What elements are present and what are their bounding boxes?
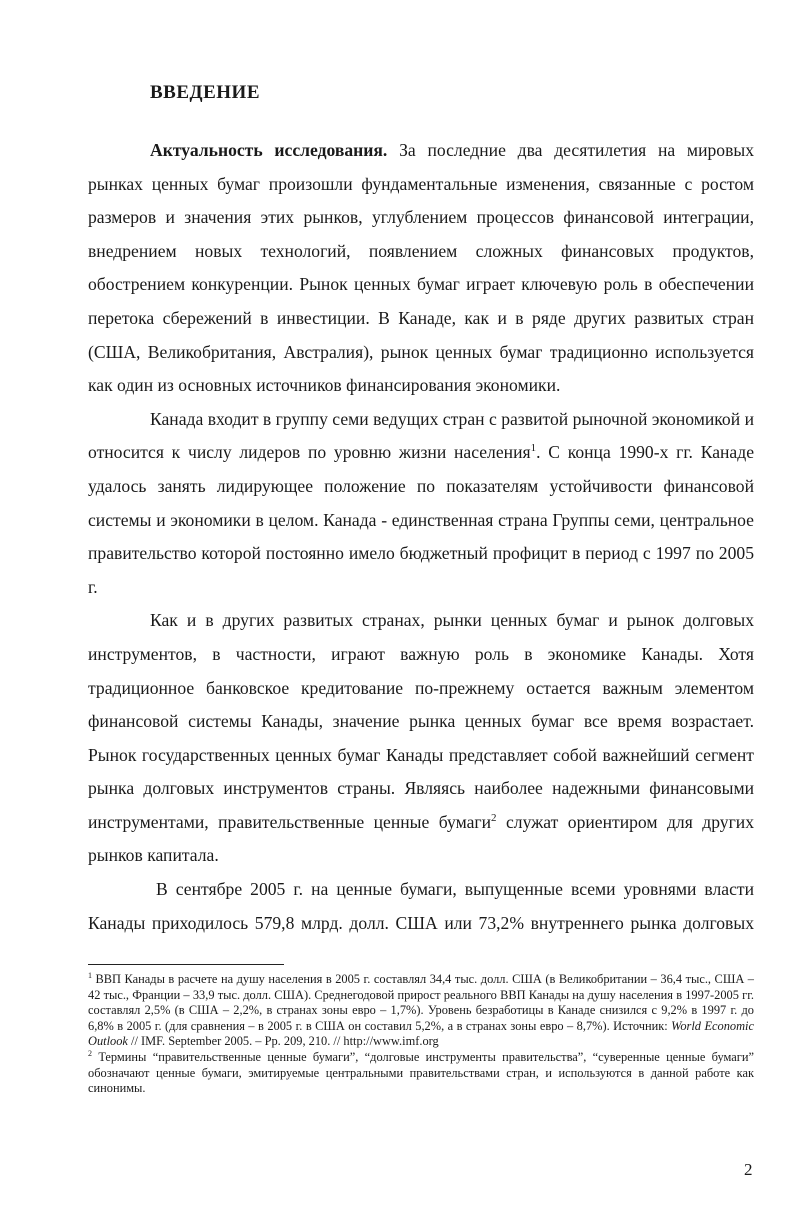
paragraph-canada-g7 — [88, 403, 754, 605]
footnote-1 — [88, 972, 754, 1050]
paragraph-text: служат ориентиром для других рынков капитала. — [88, 811, 754, 866]
footnote-2 — [88, 1050, 754, 1097]
paragraph-text: За последние два десятилетия на мировых рынках ценных бумаг произошли фундаментальные изменения, связанные с ростом размеров и значения этих рынков, углублением процессов финансовой интеграции, внедрением новых технологий, появлением сложных финансовых продуктов, обострением конкуренции. Рынок ценных бумаг играет ключевую роль в обеспечении перетока сбережений в инвестиции. В Канаде, как и в ряде других развитых стран (США, Великобритания, Австралия), рынок ценных бумаг традиционно используется как один из основных источников финансирования экономики. — [88, 140, 754, 396]
paragraph-text: Как и в других развитых странах, рынки ценных бумаг и рынок долговых инструментов, в частности, играют важную роль в экономике Канады. Хотя традиционное банковское кредитование по-прежнему остается важным элементом финансовой системы Канады, значение рынка ценных бумаг все время возрастает. Рынок государственных ценных бумаг Канады представляет собой важнейший сегмент рынка долговых инструментов страны. Являясь наиболее надежными финансовыми инструментами, правительственные ценные бумаги — [88, 610, 754, 832]
footnote-divider — [88, 964, 284, 965]
footnote-mark-1: 1 — [88, 970, 92, 980]
page-number: 2 — [744, 1160, 753, 1179]
paragraph-text: . С конца 1990-х гг. Канаде удалось занять лидирующее положение по показателям устойчивости финансовой системы и экономики в целом. Канада - единственная страна Группы семи, центральное правительство которой постоянно имело бюджетный профицит в период с 1997 по 2005 г. — [88, 442, 754, 597]
main-text — [88, 134, 754, 940]
footnote-text: // IMF. September 2005. – Pp. 209, 210. // http://www.imf.org — [127, 1034, 439, 1049]
footnote-mark-2: 2 — [88, 1048, 92, 1058]
footnotes — [88, 972, 754, 1097]
section-lead-title: Актуальность исследования. — [150, 140, 388, 160]
footnote-text: Термины “правительственные ценные бумаги”, “долговые инструменты правительства”, “суверенные ценные бумаги” обозначают ценные бумаги, эмитируемые центральными правительствами стран, и используются в данной работе как синонимы. — [88, 1049, 754, 1096]
paragraph-debt-markets — [88, 604, 754, 873]
page-title: ВВЕДЕНИЕ — [150, 82, 260, 103]
footnote-ref-2[interactable]: 2 — [491, 812, 497, 825]
footnote-source-title: World Economic Outlook — [88, 1018, 754, 1049]
footnote-ref-1[interactable]: 1 — [530, 442, 537, 455]
paragraph-relevance — [88, 134, 754, 403]
paragraph-text: Канада входит в группу семи ведущих стран с развитой рыночной экономикой и относится к числу лидеров по уровню жизни населения — [88, 408, 754, 463]
footnote-text: ВВП Канады в расчете на душу населения в 2005 г. составлял 34,4 тыс. долл. США (в Великобритании – 36,4 тыс., США – 42 тыс., Франции – 33,9 тыс. долл. США). Среднегодовой прирост реального ВВП Канады на душу населения в 1997-2005 гг. составлял 2,5% (в США – 2,2%, в странах зоны евро – 1,7%). Уровень безработицы в Канаде снизился с 9,2% в 1997 г. до 6,8% в 2005 г. (для сравнения – в 2005 г. в США он составил 5,2%, а в странах зоны евро – 8,7%). Источник: — [88, 972, 754, 1033]
paragraph-september-2005: В сентябре 2005 г. на ценные бумаги, выпущенные всеми уровнями власти Канады приходилось 579,8 млрд. долл. США или 73,2% внутреннего рынка долговых — [88, 879, 754, 933]
